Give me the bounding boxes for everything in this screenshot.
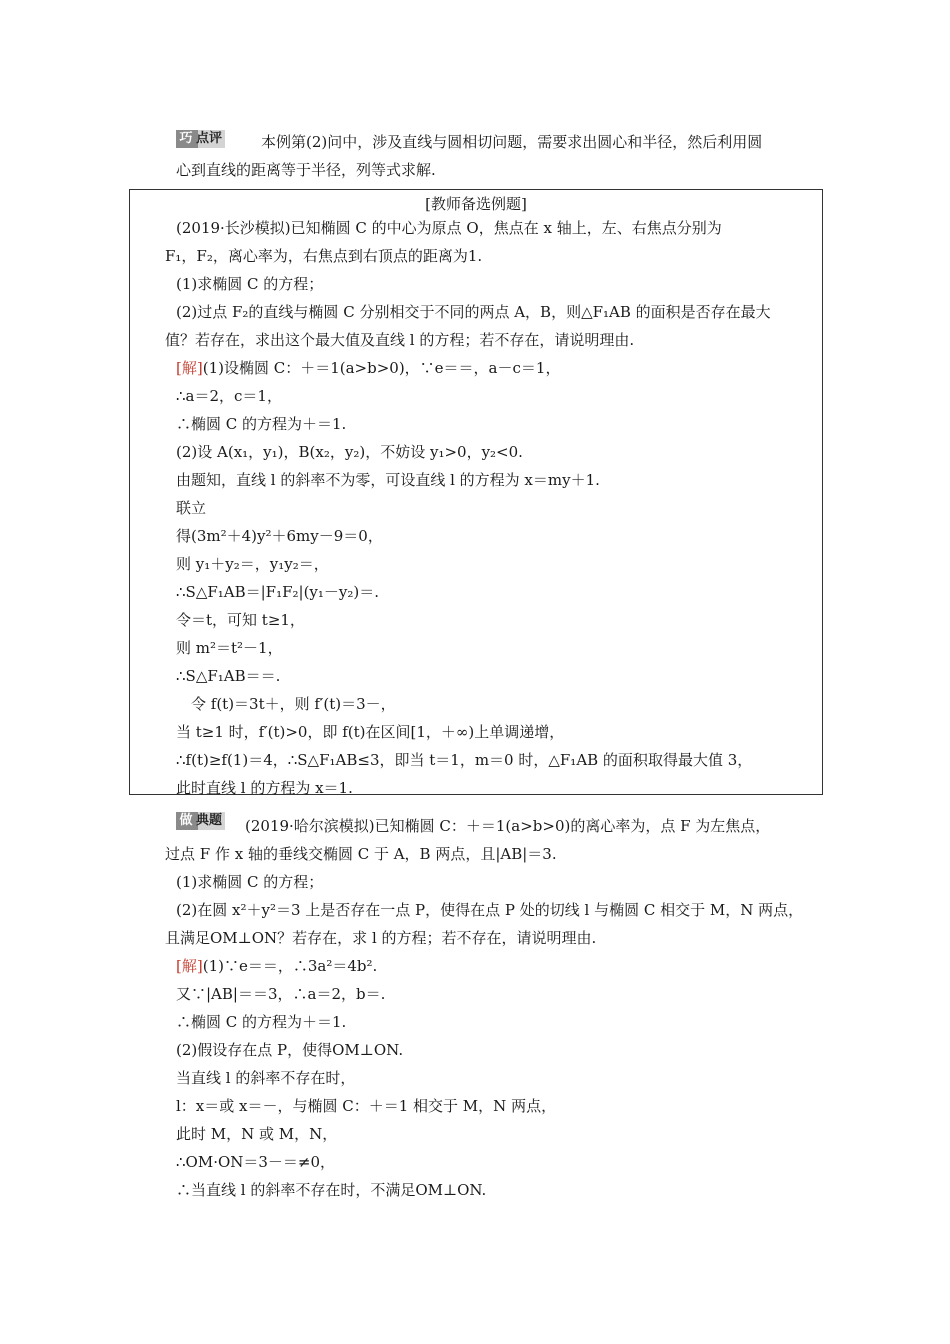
tip-badge [176, 130, 225, 148]
practice-solution-line: ∴当直线 l 的斜率不存在时，不满足OM⊥ON. [176, 1181, 487, 1199]
practice-badge-label: 典题 [196, 813, 223, 828]
box-solution-line: 令 f(t)＝3t＋，则 f′(t)＝3－， [176, 695, 396, 713]
box-solution-line: ∴S△F₁AB＝|F₁F₂|(y₁－y₂)＝. [176, 583, 380, 601]
practice-solution-line: 又∵|AB|＝＝3，∴a＝2，b＝. [176, 985, 386, 1003]
box-solution-line: 由题知，直线 l 的斜率不为零，可设直线 l 的方程为 x＝my＋1. [176, 471, 600, 489]
practice-badge [176, 812, 225, 830]
box-solution-line: ∴椭圆 C 的方程为＋＝1. [176, 415, 347, 433]
practice-solution-line: 当直线 l 的斜率不存在时， [176, 1069, 356, 1087]
box-solution-line: 当 t≥1 时，f′(t)>0，即 f(t)在区间[1，＋∞)上单调递增， [176, 723, 565, 741]
box-solution-tag: [解] [176, 359, 203, 377]
box-solution-line: 则 m²＝t²－1， [176, 639, 283, 657]
tip-badge-mark: 巧 [179, 131, 193, 146]
practice-solution-first-line [176, 956, 377, 976]
box-problem-line: (1)求椭圆 C 的方程； [176, 275, 324, 293]
practice-solution-line: ∴OM·ON＝3－＝≠0， [176, 1153, 336, 1171]
box-problem-line: (2019·长沙模拟)已知椭圆 C 的中心为原点 O，焦点在 x 轴上，左、右焦点分别为 [176, 219, 722, 237]
practice-solution-line: l：x＝或 x＝－，与椭圆 C：＋＝1 相交于 M，N 两点， [176, 1097, 557, 1115]
box-solution-line: 得(3m²＋4)y²＋6my－9＝0， [176, 527, 383, 545]
practice-problem-line: 且满足OM⊥ON？若存在，求 l 的方程；若不存在，请说明理由. [165, 929, 597, 947]
box-solution-line: (2)设 A(x₁，y₁)，B(x₂，y₂)，不妨设 y₁>0，y₂<0. [176, 443, 523, 461]
box-solution-line: 则 y₁＋y₂＝，y₁y₂＝， [176, 555, 329, 573]
practice-problem-line: (1)求椭圆 C 的方程； [176, 873, 324, 891]
box-solution-line: ∴f(t)≥f(1)＝4，∴S△F₁AB≤3，即当 t＝1，m＝0 时，△F₁AB 的面积取得最大值 3， [176, 751, 753, 769]
practice-solution-line: 此时 M，N 或 M，N， [176, 1125, 338, 1143]
box-title: [教师备选例题] [425, 195, 527, 213]
practice-solution-tag: [解] [176, 957, 203, 975]
box-solution-first: (1)设椭圆 C：＋＝1(a>b>0)，∵e＝＝，a－c＝1， [202, 359, 561, 377]
practice-solution-line: (2)假设存在点 P，使得OM⊥ON. [176, 1041, 404, 1059]
practice-badge-mark: 做 [179, 813, 193, 828]
tip-badge-label: 点评 [196, 131, 223, 146]
box-solution-line: 此时直线 l 的方程为 x＝1. [176, 779, 353, 797]
box-solution-line: 联立 [176, 499, 207, 517]
box-solution-line: ∴S△F₁AB＝＝. [176, 667, 281, 685]
box-solution-first-line [176, 358, 560, 378]
box-problem-line: 值？若存在，求出这个最大值及直线 l 的方程；若不存在，请说明理由. [165, 331, 635, 349]
box-solution-line: 令＝t，可知 t≥1， [176, 611, 305, 629]
tip-line-2: 心到直线的距离等于半径，列等式求解. [176, 161, 436, 179]
box-problem-line: F₁，F₂，离心率为，右焦点到右顶点的距离为1. [165, 247, 483, 265]
box-problem-line: (2)过点 F₂的直线与椭圆 C 分别相交于不同的两点 A，B，则△F₁AB 的面积是否存在最大 [176, 303, 771, 321]
box-solution-line: ∴a＝2，c＝1， [176, 387, 282, 405]
tip-line-1: 本例第(2)问中，涉及直线与圆相切问题，需要求出圆心和半径，然后利用圆 [261, 133, 763, 151]
practice-problem-line: 过点 F 作 x 轴的垂线交椭圆 C 于 A，B 两点，且|AB|＝3. [165, 845, 557, 863]
practice-problem-line: (2019·哈尔滨模拟)已知椭圆 C：＋＝1(a>b>0)的离心率为，点 F 为左焦点， [245, 817, 771, 835]
practice-solution-line: ∴椭圆 C 的方程为＋＝1. [176, 1013, 347, 1031]
practice-problem-line: (2)在圆 x²＋y²＝3 上是否存在一点 P，使得在点 P 处的切线 l 与椭圆 C 相交于 M，N 两点， [176, 901, 804, 919]
practice-solution-first: (1)∵e＝＝，∴3a²＝4b². [202, 957, 378, 975]
